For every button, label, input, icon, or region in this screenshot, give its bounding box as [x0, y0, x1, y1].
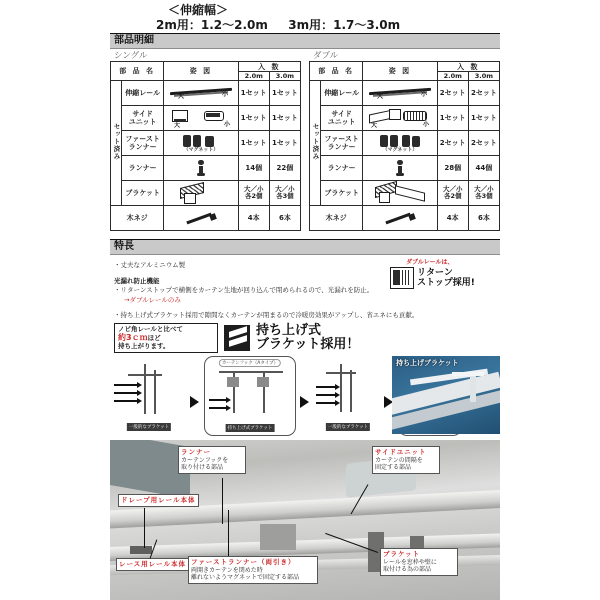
table-row	[111, 106, 301, 131]
lift-note-line2: 約3ｃｍほど	[118, 332, 161, 342]
qty-2m: 4本	[238, 206, 269, 231]
qty-3m: 2セット	[468, 81, 499, 106]
feature-leak-text: ・リターンストップで横側をカーテン生地が回り込んで閉められるので、光漏れを防止。	[114, 286, 374, 294]
table-row	[111, 81, 301, 106]
qty-3m: 大／小 各3個	[269, 181, 300, 206]
diagram-step-2	[204, 356, 296, 434]
col-quantity: 入 数	[238, 62, 300, 72]
diagram-arrow-1-icon	[190, 396, 199, 408]
col-q3m: 3.0m	[468, 72, 499, 81]
col-q2m: 2.0m	[238, 72, 269, 81]
qty-3m: 1セット	[269, 81, 300, 106]
table-row	[111, 206, 301, 231]
qty-3m: 22個	[269, 156, 300, 181]
lift-bracket-banner	[114, 323, 359, 353]
part-name: サイド ユニット	[321, 106, 363, 131]
lift-banner-line1: 持ち上げ式	[256, 322, 322, 338]
qty-2m: 2セット	[437, 131, 468, 156]
page-title: ＜伸縮幅＞	[168, 3, 229, 17]
span-spec	[156, 17, 500, 33]
callout-side-unit	[372, 446, 440, 474]
table-row	[111, 156, 301, 181]
part-figure-bracket-icon	[363, 181, 437, 206]
part-name: ブラケット	[321, 181, 363, 206]
part-name: サイド ユニット	[122, 106, 164, 131]
callout-title: ブラケット	[383, 550, 421, 558]
double-parts-table	[309, 61, 500, 231]
diagram-caption: 一般的なブラケット	[128, 425, 170, 430]
spec-2m: 2m用：1.2～2.0m	[156, 18, 268, 32]
qty-2m: 1セット	[238, 131, 269, 156]
diagram-arrow-2-icon	[300, 396, 309, 408]
qty-3m: 6本	[269, 206, 300, 231]
part-name: ランナー	[321, 156, 363, 181]
callout-title: レース用レール本体	[119, 560, 187, 568]
table-header-row	[310, 62, 500, 72]
diagram-caption: 一般的なブラケット	[327, 425, 369, 430]
col-figure: 姿 図	[164, 62, 238, 81]
single-parts-table	[110, 61, 301, 231]
section-header-features: 特長	[110, 239, 500, 255]
feature-leak-heading: 光漏れ防止機能	[114, 277, 160, 285]
col-figure: 姿 図	[363, 62, 437, 81]
table-row	[310, 106, 500, 131]
part-name: ファースト ランナー	[122, 131, 164, 156]
part-name: ランナー	[122, 156, 164, 181]
lift-bracket-icon	[224, 325, 250, 351]
part-figure-telescoping-rail-icon: 大 小	[164, 81, 238, 106]
return-stop-note: ダブルレールは、	[406, 259, 454, 266]
product-photo	[110, 440, 500, 600]
lift-bracket-photo-label: 持ち上げブラケット	[396, 359, 459, 367]
callout-title: ランナー	[181, 448, 211, 456]
col-name: 部 品 名	[111, 62, 164, 81]
single-table-caption: シングル	[114, 51, 148, 61]
table-row	[310, 156, 500, 181]
part-figure-bracket-icon	[164, 181, 238, 206]
part-name: ブラケット	[122, 181, 164, 206]
qty-3m: 1セット	[269, 131, 300, 156]
qty-3m: 1セット	[269, 106, 300, 131]
callout-desc: レールを窓枠や壁に 取付ける為の部品	[383, 558, 437, 573]
lift-banner-text	[256, 324, 359, 352]
lift-banner-line2: ブラケット採用！	[256, 336, 360, 352]
qty-2m: 2セット	[437, 81, 468, 106]
part-figure-first-runner-icon: （マグネット）	[363, 131, 437, 156]
lift-note-line1: ノビ角レールと比べて	[118, 325, 183, 333]
qty-2m: 1セット	[238, 81, 269, 106]
qty-2m: 大／小 各2個	[238, 181, 269, 206]
part-name: ファースト ランナー	[321, 131, 363, 156]
part-figure-wood-screw-icon	[363, 206, 437, 231]
col-quantity: 入 数	[437, 62, 499, 72]
return-stop-badge	[390, 259, 498, 289]
part-figure-wood-screw-icon	[164, 206, 238, 231]
callout-drape-rail	[118, 494, 199, 507]
single-table-wrap	[110, 51, 301, 231]
features-section	[110, 239, 500, 438]
section-header-parts: 部品明細	[110, 33, 500, 49]
qty-3m: 1セット	[468, 106, 499, 131]
table-row	[310, 206, 500, 231]
feature-aluminum: ・丈夫なアルミニウム製	[114, 261, 186, 269]
part-name: 木ネジ	[310, 206, 363, 231]
callout-desc: 両開きカーテンを閉めた時 離れないようマグネットで固定する部品	[191, 566, 299, 581]
qty-3m: 6本	[468, 206, 499, 231]
col-q2m: 2.0m	[437, 72, 468, 81]
return-stop-icon	[390, 267, 414, 289]
part-figure-telescoping-rail-icon: 大 小	[363, 81, 437, 106]
qty-2m: 28個	[437, 156, 468, 181]
part-figure-runner-icon	[164, 156, 238, 181]
lift-note-value: 約3ｃｍ	[118, 332, 148, 342]
callout-lace-rail	[116, 558, 189, 571]
table-header-row	[111, 62, 301, 72]
diagram-step-3	[314, 356, 382, 434]
table-row	[310, 181, 500, 206]
lift-note-line3: 持ち上がります。	[118, 342, 170, 350]
document-content	[110, 0, 500, 600]
qty-2m: 4本	[437, 206, 468, 231]
callout-title: ドレープ用レール本体	[121, 496, 196, 504]
col-q3m: 3.0m	[269, 72, 300, 81]
callout-title: サイドユニット	[375, 448, 427, 456]
diagram-top-label: カーテンフック（Aタイプ）	[219, 359, 281, 367]
features-body	[110, 255, 500, 354]
part-figure-runner-icon	[363, 156, 437, 181]
diagram-strip	[110, 356, 500, 438]
qty-2m: 大／小 各2個	[437, 181, 468, 206]
part-name: 木ネジ	[111, 206, 164, 231]
spec-3m: 3m用：1.7～3.0m	[288, 18, 401, 32]
qty-3m: 44個	[468, 156, 499, 181]
qty-2m: 1セット	[437, 106, 468, 131]
callout-leader-drape-rail	[144, 508, 145, 548]
qty-3m: 2セット	[468, 131, 499, 156]
callout-leader-runner	[222, 478, 223, 524]
header	[110, 0, 500, 33]
qty-3m: 大／小 各3個	[468, 181, 499, 206]
return-stop-row	[390, 267, 498, 289]
lift-note-box	[114, 323, 218, 353]
callout-desc: カーテンの間隔を 固定する部品	[375, 456, 423, 471]
callout-desc: カーテンフックを 取り付ける部品	[181, 456, 229, 471]
group-label-set: セット済み	[111, 81, 122, 206]
lift-bracket-photo	[392, 356, 500, 434]
qty-2m: 14個	[238, 156, 269, 181]
return-stop-text: リターン ストップ採用!	[417, 268, 475, 288]
part-name: 伸縮レール	[122, 81, 164, 106]
callout-first-runner	[188, 556, 318, 584]
table-row	[310, 131, 500, 156]
callout-leader-first-runner	[228, 510, 229, 556]
table-row	[310, 81, 500, 106]
col-name: 部 品 名	[310, 62, 363, 81]
parts-tables	[110, 51, 500, 231]
qty-2m: 1セット	[238, 106, 269, 131]
table-row	[111, 131, 301, 156]
double-table-caption: ダブル	[313, 51, 339, 61]
double-table-wrap	[309, 51, 500, 231]
part-name: 伸縮レール	[321, 81, 363, 106]
feature-lift-text: ・持ち上げ式ブラケット採用で隙間なくカーテンが閉まるので冷暖房効果がアップし、省エネにも貢献。	[114, 311, 419, 319]
diagram-step-1	[110, 356, 188, 434]
callout-bracket	[380, 548, 458, 576]
callout-runner	[178, 446, 246, 474]
part-figure-side-unit-icon: 大 小	[164, 106, 238, 131]
group-label-set: セット済み	[310, 81, 321, 206]
table-row	[111, 181, 301, 206]
part-figure-first-runner-icon: （マグネット）	[164, 131, 238, 156]
part-figure-side-unit-icon: 大 小	[363, 106, 437, 131]
callout-title: ファーストランナー（両引き）	[191, 558, 296, 566]
diagram-caption: 持ち上げ式ブラケット	[227, 426, 273, 431]
feature-leak-note: →ダブルレールのみ	[124, 296, 181, 304]
